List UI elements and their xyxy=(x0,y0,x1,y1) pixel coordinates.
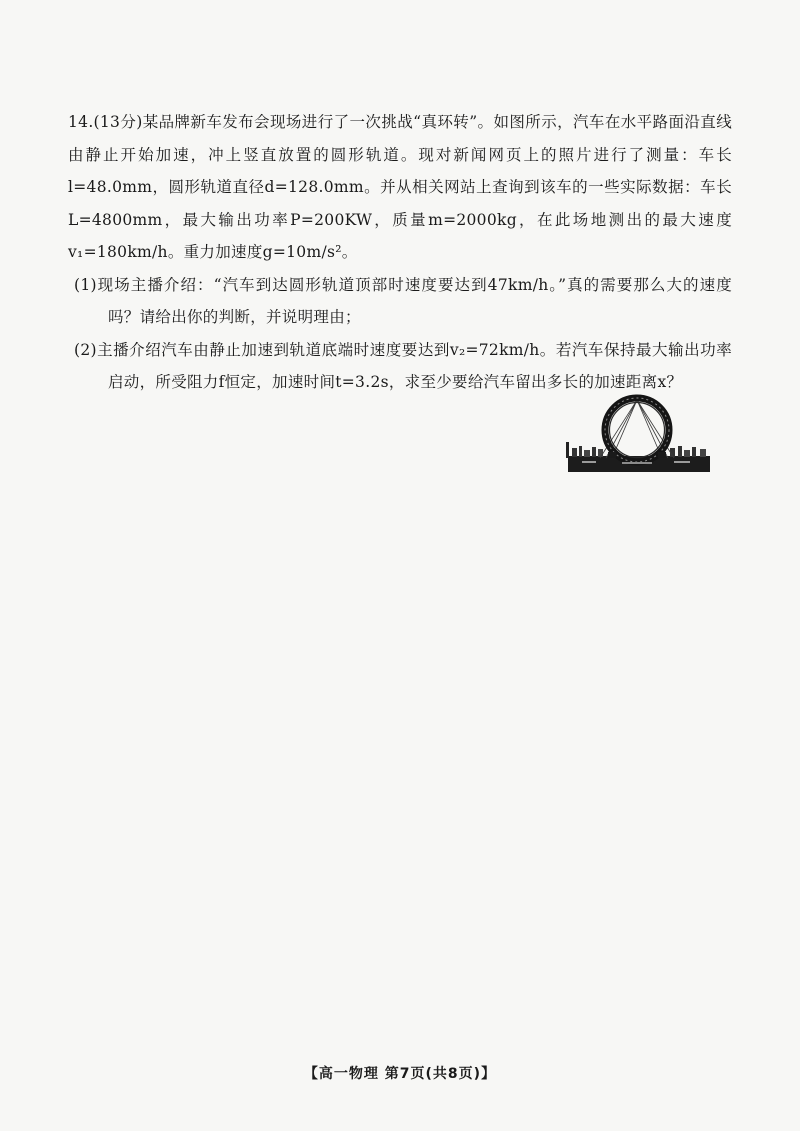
sub-question-1: (1)现场主播介绍：“汽车到达圆形轨道顶部时速度要达到47km/h。”真的需要那么大的速度吗？请给出你的判断，并说明理由； xyxy=(74,275,732,326)
page-footer: 【高一物理 第7页(共8页)】 xyxy=(303,1066,497,1082)
loop-track-figure xyxy=(562,392,712,476)
sub-question-2: (2)主播介绍汽车由静止加速到轨道底端时速度要达到v₂=72km/h。若汽车保持最大输出功率启动，所受阻力f恒定，加速时间t=3.2s，求至少要给汽车留出多长的加速距离x？ xyxy=(74,340,732,391)
problem-stem: 14.(13分)某品牌新车发布会现场进行了一次挑战“真环转”。如图所示，汽车在水平路面沿直线由静止开始加速，冲上竖直放置的圆形轨道。现对新闻网页上的照片进行了测量：车长l=48.0mm，圆形轨道直径d=128.0mm。并从相关网站上查询到该车的一些实际数据：车长L=4800mm，最大输出功率P=200KW，质量m=2000kg，在此场地测出的最大速度v₁=180km/h。重力加速度g=10m/s²。 xyxy=(68,113,732,261)
problem-14 xyxy=(68,106,732,399)
